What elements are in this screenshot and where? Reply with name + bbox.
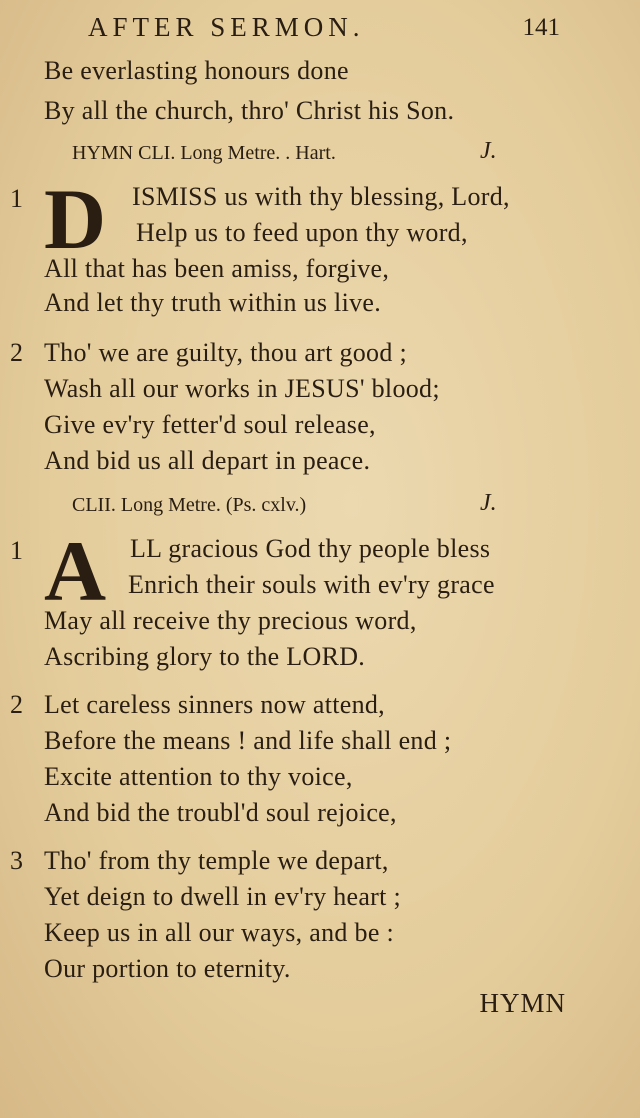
verse-line: LL gracious God thy people bless (130, 534, 491, 563)
verse-line: Yet deign to dwell in ev'ry heart ; (44, 882, 401, 911)
author-initial: J. (480, 490, 497, 516)
verse-number: 3 (10, 846, 23, 875)
verse-number: 1 (10, 536, 23, 565)
page-number: 141 (522, 14, 560, 41)
verse-line: Before the means ! and life shall end ; (44, 726, 452, 755)
verse-line: ISMISS us with thy blessing, Lord, (132, 182, 510, 211)
hymn-heading (72, 490, 497, 517)
verse-line: Enrich their souls with ev'ry grace (128, 570, 495, 599)
verse-line: Ascribing glory to the LORD. (44, 642, 366, 671)
verse-line: Give ev'ry fetter'd soul release, (44, 410, 376, 439)
hymn-heading-text: CLII. Long Metre. (Ps. cxlv.) (72, 494, 307, 516)
verse-line: Tho' from thy temple we depart, (44, 846, 389, 875)
page-header (88, 12, 608, 46)
verse-line: Let careless sinners now attend, (44, 690, 385, 719)
hymn-heading-text: HYMN CLI. Long Metre. . Hart. (72, 142, 336, 164)
verse-number: 2 (10, 690, 23, 719)
drop-cap: D (44, 171, 107, 267)
verse-line: Keep us in all our ways, and be : (44, 918, 394, 947)
verse-line: By all the church, thro' Christ his Son. (44, 96, 455, 125)
verse-line: All that has been amiss, forgive, (44, 254, 390, 283)
verse-line: May all receive thy precious word, (44, 606, 417, 635)
verse-line: And bid the troubl'd soul rejoice, (44, 798, 397, 827)
verse-line: And bid us all depart in peace. (44, 446, 371, 475)
author-initial: J. (480, 138, 497, 164)
verse-line: And let thy truth within us live. (44, 288, 382, 317)
drop-cap: A (44, 523, 107, 619)
verse-line: Wash all our works in JESUS' blood; (44, 374, 440, 403)
verse-line: Help us to feed upon thy word, (136, 218, 468, 247)
verse-line: Our portion to eternity. (44, 954, 291, 983)
verse-line: Be everlasting honours done (44, 56, 349, 85)
verse-number: 2 (10, 338, 23, 367)
running-head: AFTER SERMON. (88, 12, 365, 42)
catchword: HYMN (479, 988, 566, 1018)
verse-number: 1 (10, 184, 23, 213)
verse-line: Excite attention to thy voice, (44, 762, 353, 791)
verse-line: Tho' we are guilty, thou art good ; (44, 338, 407, 367)
hymn-heading (72, 138, 497, 165)
